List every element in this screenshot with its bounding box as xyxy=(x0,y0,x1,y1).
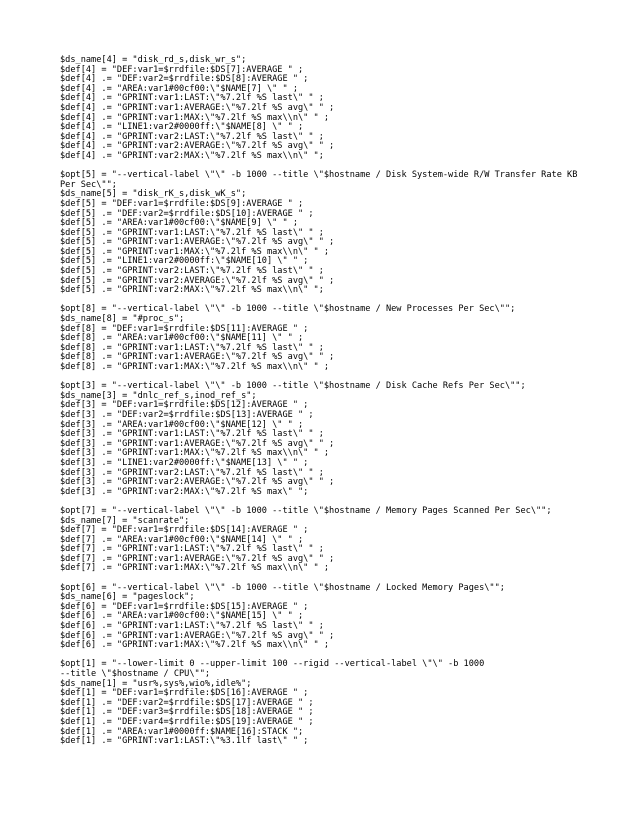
code-line: $def[7] .= "GPRINT:var1:AVERAGE:\"%7.2lf %S avg\" " ; xyxy=(60,553,335,564)
code-line: $def[4] .= "LINE1:var2#0000ff:\"$NAME[8] \" " ; xyxy=(60,122,304,133)
code-line: $def[3] .= "DEF:var2=$rrdfile:$DS[13]:AVERAGE " ; xyxy=(60,409,314,420)
code-line: $def[1] .= "GPRINT:var1:LAST:\"%3.1lf last\" " ; xyxy=(60,736,309,747)
code-line: $def[8] .= "AREA:var1#00cf00:\"$NAME[11] \" " ; xyxy=(60,333,304,344)
code-line: $def[3] .= "GPRINT:var1:MAX:\"%7.2lf %S max\\n\" " ; xyxy=(60,448,330,459)
code-line: $def[8] .= "GPRINT:var1:MAX:\"%7.2lf %S max\\n\" " ; xyxy=(60,362,330,372)
code-line: $def[7] .= "GPRINT:var1:LAST:\"%7.2lf %S last\" " ; xyxy=(60,544,324,555)
code-line: $def[5] .= "DEF:var2=$rrdfile:$DS[10]:AVERAGE " ; xyxy=(60,208,314,219)
code-line: $def[3] = "DEF:var1=$rrdfile:$DS[12]:AVERAGE " ; xyxy=(60,400,309,411)
code-line: $def[5] .= "GPRINT:var2:MAX:\"%7.2lf %S max\\n\" "; xyxy=(60,285,324,296)
code-line: $def[3] .= "AREA:var1#00cf00:\"$NAME[12] \" " ; xyxy=(60,419,304,430)
code-line: $def[1] .= "DEF:var2=$rrdfile:$DS[17]:AVERAGE " ; xyxy=(60,697,314,708)
code-line: $def[4] .= "GPRINT:var2:MAX:\"%7.2lf %S max\\n\" "; xyxy=(60,150,324,161)
code-line: $def[4] .= "GPRINT:var1:LAST:\"%7.2lf %S last\" " ; xyxy=(60,93,324,104)
code-line: $opt[6] = "--vertical-label \"\" -b 1000 --title \"$hostname / Locked Memory Pages\""; xyxy=(60,582,505,593)
code-line: $def[5] .= "GPRINT:var1:MAX:\"%7.2lf %S max\\n\" " ; xyxy=(60,246,330,257)
code-line: $def[3] .= "GPRINT:var2:LAST:\"%7.2lf %S last\" " ; xyxy=(60,467,324,478)
code-line: $def[5] .= "GPRINT:var2:LAST:\"%7.2lf %S last\" " ; xyxy=(60,266,324,277)
code-line: Per Sec\""; xyxy=(60,179,117,190)
code-line: $def[3] .= "GPRINT:var2:MAX:\"%7.2lf %S max\" "; xyxy=(60,486,309,497)
code-line: $ds_name[4] = "disk_rd_s,disk_wr_s"; xyxy=(60,55,247,65)
code-line: $def[6] .= "GPRINT:var1:AVERAGE:\"%7.2lf %S avg\" " ; xyxy=(60,630,335,641)
code-line: $def[5] .= "GPRINT:var2:AVERAGE:\"%7.2lf %S avg\" " ; xyxy=(60,275,335,286)
code-line: $def[1] .= "DEF:var3=$rrdfile:$DS[18]:AVERAGE " ; xyxy=(60,707,314,718)
code-line: $def[6] .= "GPRINT:var1:MAX:\"%7.2lf %S max\\n\" " ; xyxy=(60,640,330,651)
code-line: $ds_name[8] = "#proc_s"; xyxy=(60,314,185,325)
code-line: $opt[8] = "--vertical-label \"\" -b 1000 --title \"$hostname / New Processes Per Sec\""; xyxy=(60,304,516,315)
code-line: $def[7] = "DEF:var1=$rrdfile:$DS[14]:AVERAGE " ; xyxy=(60,525,309,536)
code-line: $opt[7] = "--vertical-label \"\" -b 1000 --title \"$hostname / Memory Pages Scanned Per Sec\""; xyxy=(60,505,552,516)
code-line: $def[4] .= "GPRINT:var2:AVERAGE:\"%7.2lf %S avg\" " ; xyxy=(60,141,335,152)
code-line: $def[5] = "DEF:var1=$rrdfile:$DS[9]:AVERAGE " ; xyxy=(60,198,304,209)
code-line: $def[4] .= "GPRINT:var2:LAST:\"%7.2lf %S last\" " ; xyxy=(60,131,324,142)
code-line: $def[5] .= "GPRINT:var1:LAST:\"%7.2lf %S last\" " ; xyxy=(60,227,324,238)
code-line: $def[5] .= "LINE1:var2#0000ff:\"$NAME[10] \" " ; xyxy=(60,256,309,267)
code-line: $ds_name[3] = "dnlc_ref_s,inod_ref_s"; xyxy=(60,390,257,401)
code-line: $def[3] .= "GPRINT:var1:AVERAGE:\"%7.2lf %S avg\" " ; xyxy=(60,438,335,449)
code-line: $def[8] = "DEF:var1=$rrdfile:$DS[11]:AVERAGE " ; xyxy=(60,323,309,334)
code-line: $def[4] .= "DEF:var2=$rrdfile:$DS[8]:AVERAGE " ; xyxy=(60,74,309,85)
code-listing xyxy=(60,56,620,747)
code-line: $ds_name[5] = "disk_rK_s,disk_wK_s"; xyxy=(60,189,247,200)
code-line: $def[3] .= "LINE1:var2#0000ff:\"$NAME[13] \" " ; xyxy=(60,457,309,468)
code-line: $def[8] .= "GPRINT:var1:LAST:\"%7.2lf %S last\" " ; xyxy=(60,342,324,353)
code-line: $def[1] = "DEF:var1=$rrdfile:$DS[16]:AVERAGE " ; xyxy=(60,688,309,699)
code-line: $def[8] .= "GPRINT:var1:AVERAGE:\"%7.2lf %S avg\" " ; xyxy=(60,352,335,363)
code-line: $def[4] .= "GPRINT:var1:MAX:\"%7.2lf %S max\\n\" " ; xyxy=(60,112,330,123)
code-line: $def[3] .= "GPRINT:var1:LAST:\"%7.2lf %S last\" " ; xyxy=(60,429,324,440)
code-line: $opt[5] = "--vertical-label \"\" -b 1000 --title \"$hostname / Disk System-wide R/W Transfer Rate KB xyxy=(60,170,578,181)
code-line: $def[1] .= "AREA:var1#0000ff:$NAME[16]:STACK "; xyxy=(60,726,304,737)
code-line: $def[7] .= "AREA:var1#00cf00:\"$NAME[14] \" " ; xyxy=(60,534,304,545)
code-line: $ds_name[1] = "usr%,sys%,wio%,idle%"; xyxy=(60,678,252,689)
code-line: $def[6] .= "GPRINT:var1:LAST:\"%7.2lf %S last\" " ; xyxy=(60,621,324,632)
code-line: $def[6] .= "AREA:var1#00cf00:\"$NAME[15] \" " ; xyxy=(60,611,304,622)
code-line: $def[4] .= "GPRINT:var1:AVERAGE:\"%7.2lf %S avg\" " ; xyxy=(60,102,335,113)
code-line: $ds_name[6] = "pageslock"; xyxy=(60,592,195,603)
code-line: $def[5] .= "GPRINT:var1:AVERAGE:\"%7.2lf %S avg\" " ; xyxy=(60,237,335,248)
code-line: $def[7] .= "GPRINT:var1:MAX:\"%7.2lf %S max\\n\" " ; xyxy=(60,563,330,574)
code-line: --title \"$hostname / CPU\""; xyxy=(60,669,211,679)
code-line: $opt[3] = "--vertical-label \"\" -b 1000 --title \"$hostname / Disk Cache Refs Per Sec\""; xyxy=(60,381,526,392)
code-line: $ds_name[7] = "scanrate"; xyxy=(60,515,190,526)
code-line: $opt[1] = "--lower-limit 0 --upper-limit 100 --rigid --vertical-label \"\" -b 1000 xyxy=(60,659,485,670)
code-line: $def[1] .= "DEF:var4=$rrdfile:$DS[19]:AVERAGE " ; xyxy=(60,716,314,727)
code-line: $def[4] .= "AREA:var1#00cf00:\"$NAME[7] \" " ; xyxy=(60,83,298,94)
code-line: $def[4] = "DEF:var1=$rrdfile:$DS[7]:AVERAGE " ; xyxy=(60,64,304,75)
code-line: $def[6] = "DEF:var1=$rrdfile:$DS[15]:AVERAGE " ; xyxy=(60,601,309,612)
code-line: $def[3] .= "GPRINT:var2:AVERAGE:\"%7.2lf %S avg\" " ; xyxy=(60,477,335,488)
code-line: $def[5] .= "AREA:var1#00cf00:\"$NAME[9] \" " ; xyxy=(60,218,298,229)
